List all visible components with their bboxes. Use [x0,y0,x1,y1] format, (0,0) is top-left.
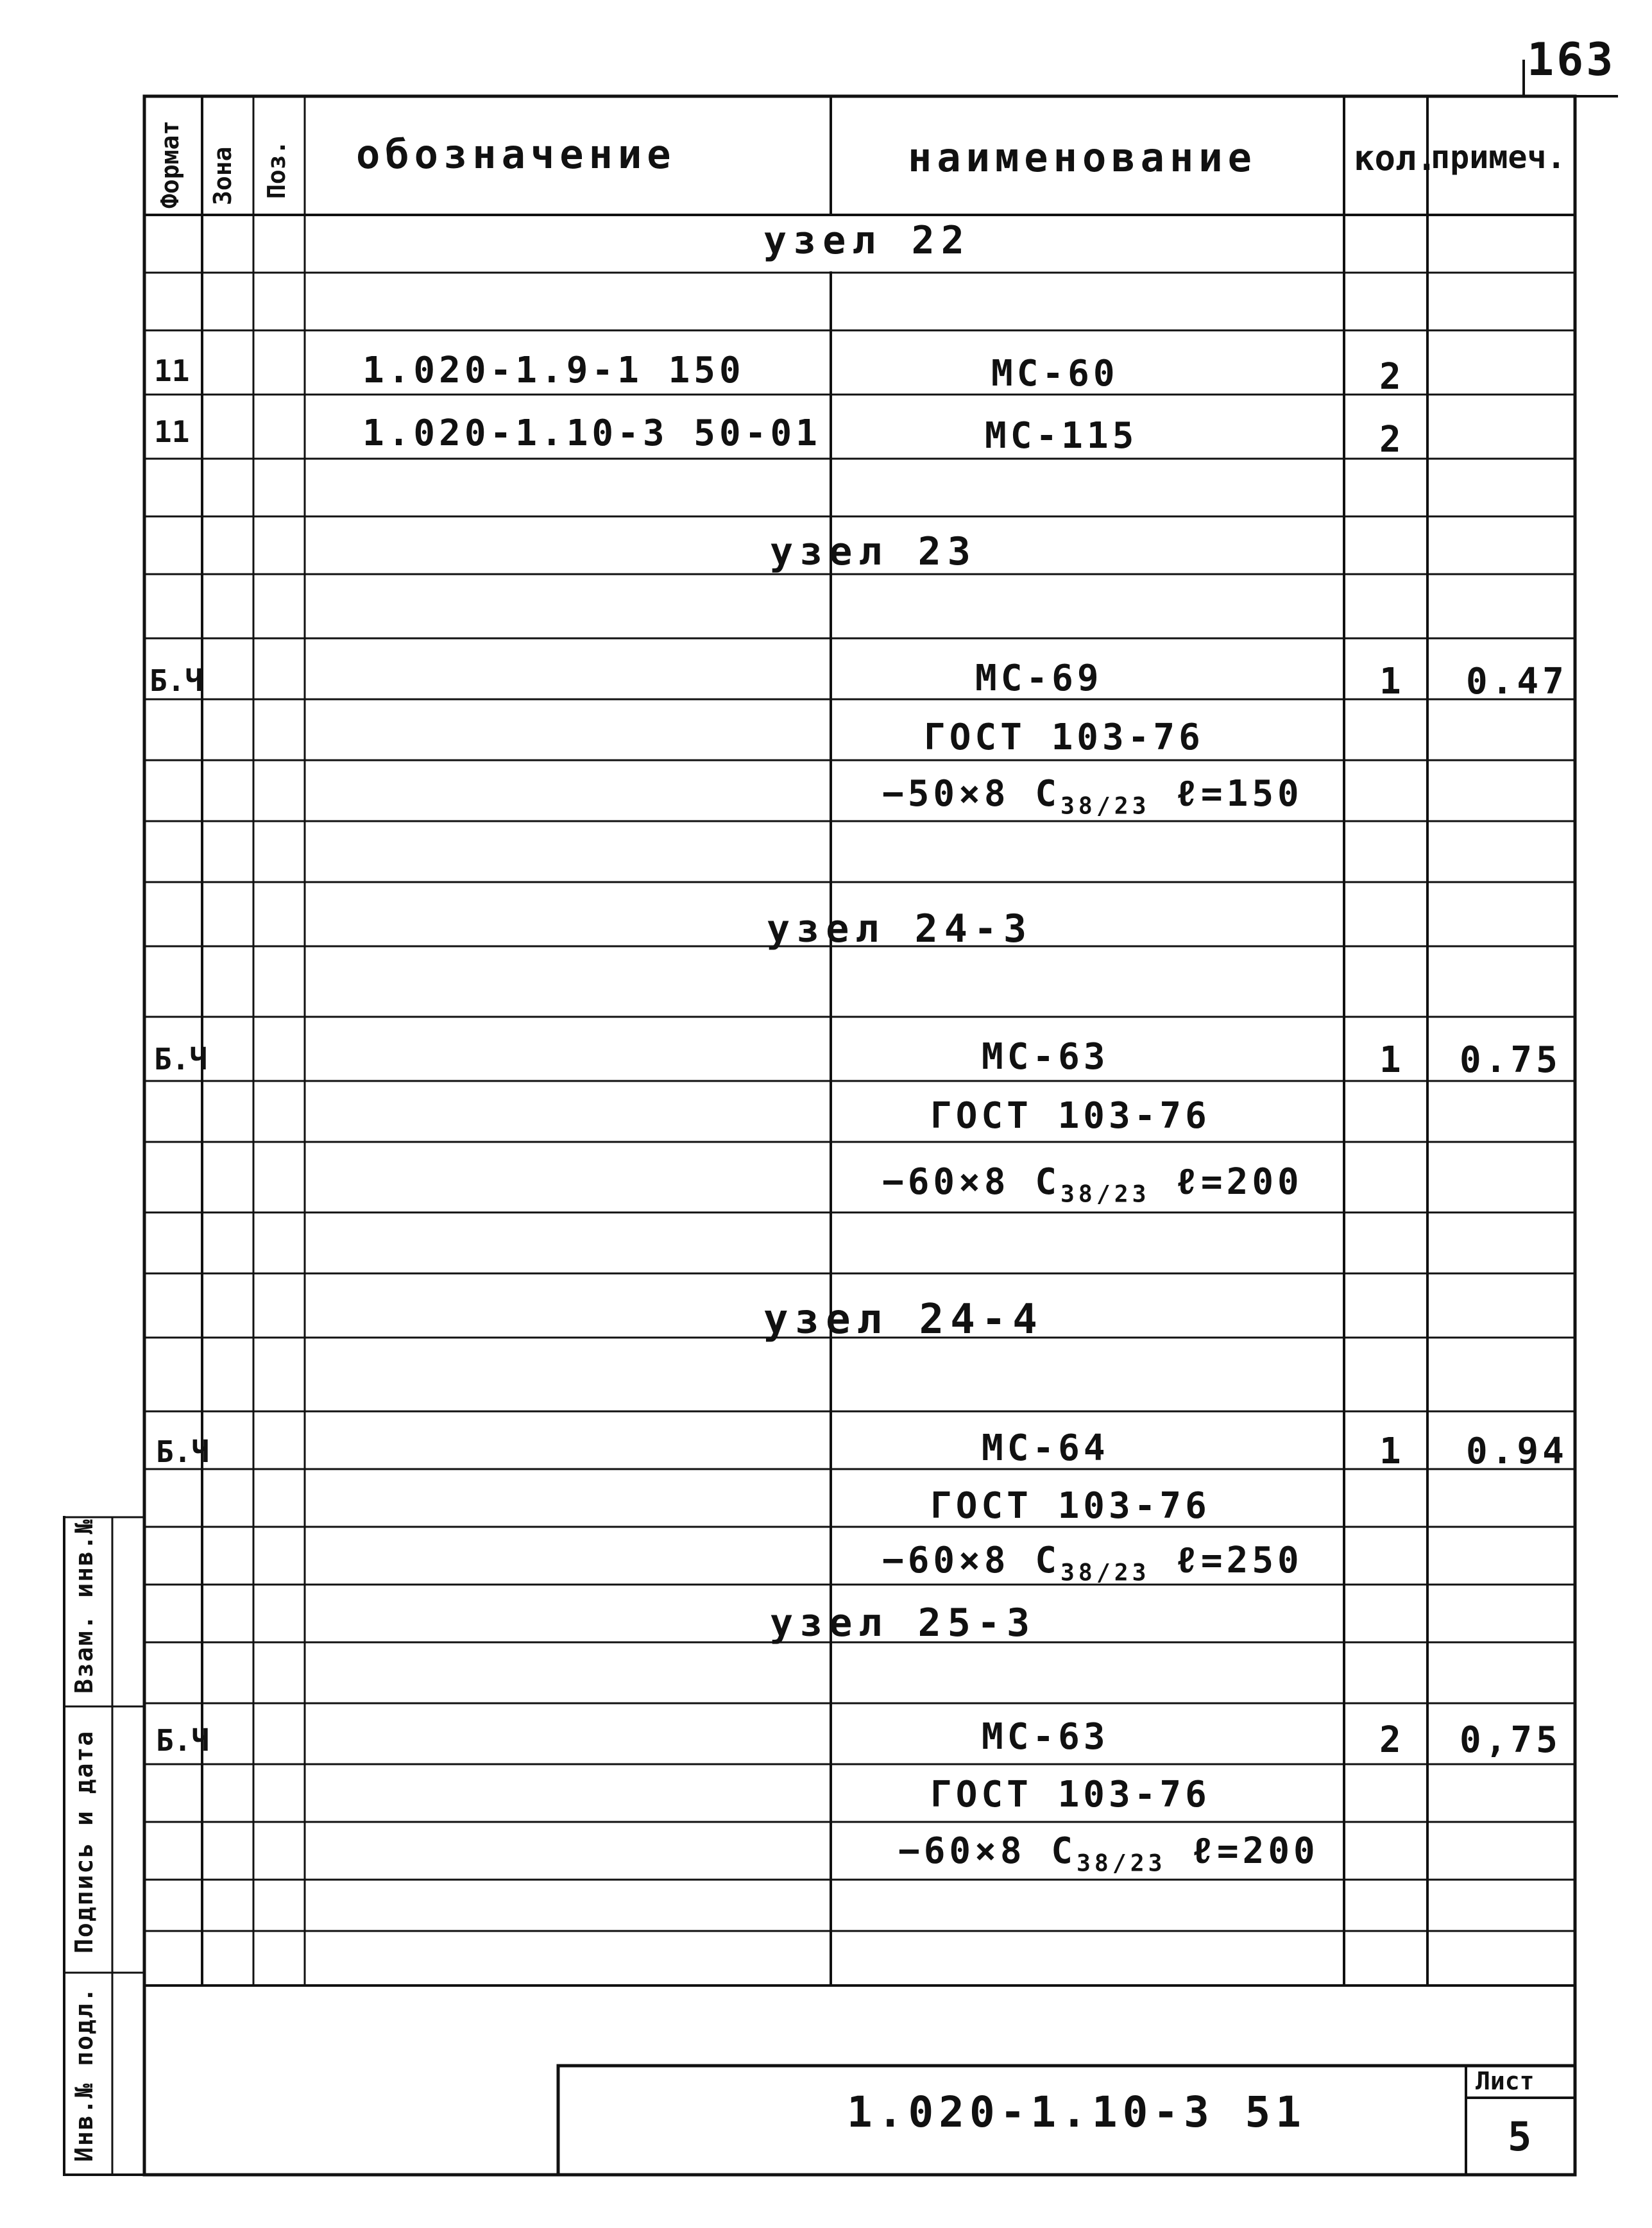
note-cell: 0,75 [1460,1719,1562,1761]
name-cell: МС-69 [975,658,1103,699]
standard-cell: ГОСТ 103-76 [930,1095,1211,1137]
side-label-inv-orig: Инв.№ подл. [70,1986,98,2162]
qty-cell: 2 [1379,419,1405,461]
note-cell: 0.47 [1466,661,1568,702]
section-title: узел 24-4 [763,1296,1044,1343]
section-title: узел 22 [763,218,971,263]
header-format: Формат [156,120,184,208]
spec-cell: −60×8 $С_{38/23}$ ℓ=200 [882,1161,1303,1208]
format-cell: Б.Ч [154,1042,208,1076]
format-cell: 11 [154,353,190,388]
side-label-inv-replace: Взам. инв.№ [70,1518,98,1694]
note-cell: 0.75 [1460,1039,1562,1081]
standard-cell: ГОСТ 103-76 [924,717,1204,758]
qty-cell: 1 [1379,1039,1405,1081]
section-title: узел 24-3 [767,906,1034,951]
header-position: Поз. [262,140,291,199]
designation-cell: 1.020-1.9-1 150 [362,350,745,391]
format-cell: 11 [154,414,190,449]
name-cell: МС-64 [982,1427,1109,1469]
name-cell: МС-115 [985,415,1138,457]
name-cell: МС-63 [982,1036,1109,1078]
sheet-number: 5 [1508,2113,1532,2160]
header-designation: обозначение [356,131,676,178]
header-zone: Зона [209,146,237,205]
standard-cell: ГОСТ 103-76 [930,1774,1211,1816]
page-number: 163 [1527,33,1616,86]
spec-cell: −60×8 $С_{38/23}$ ℓ=250 [882,1540,1303,1586]
name-cell: МС-63 [982,1716,1109,1758]
header-qty: кол. [1354,138,1438,178]
qty-cell: 1 [1379,1431,1405,1472]
qty-cell: 2 [1379,356,1405,398]
header-name: наименование [908,134,1257,181]
designation-cell: 1.020-1.10-3 50-01 [362,412,821,454]
section-title: узел 25-3 [770,1601,1037,1645]
header-note: примеч. [1431,139,1566,176]
format-cell: Б.Ч [156,1723,210,1758]
qty-cell: 2 [1379,1719,1405,1761]
spec-cell: −60×8 $С_{38/23}$ ℓ=200 [898,1830,1319,1877]
spec-cell: −50×8 $С_{38/23}$ ℓ=150 [882,773,1303,820]
qty-cell: 1 [1379,661,1405,702]
document-code: 1.020-1.10-3 51 [847,2088,1307,2137]
note-cell: 0.94 [1466,1431,1568,1472]
sheet-label: Лист [1476,2067,1535,2095]
section-title: узел 23 [770,529,977,574]
format-cell: Б.Ч [149,663,203,698]
name-cell: МС-60 [991,353,1119,395]
format-cell: Б.Ч [156,1434,210,1469]
side-label-sign-date: Подпись и дата [70,1730,98,1953]
standard-cell: ГОСТ 103-76 [930,1485,1211,1527]
